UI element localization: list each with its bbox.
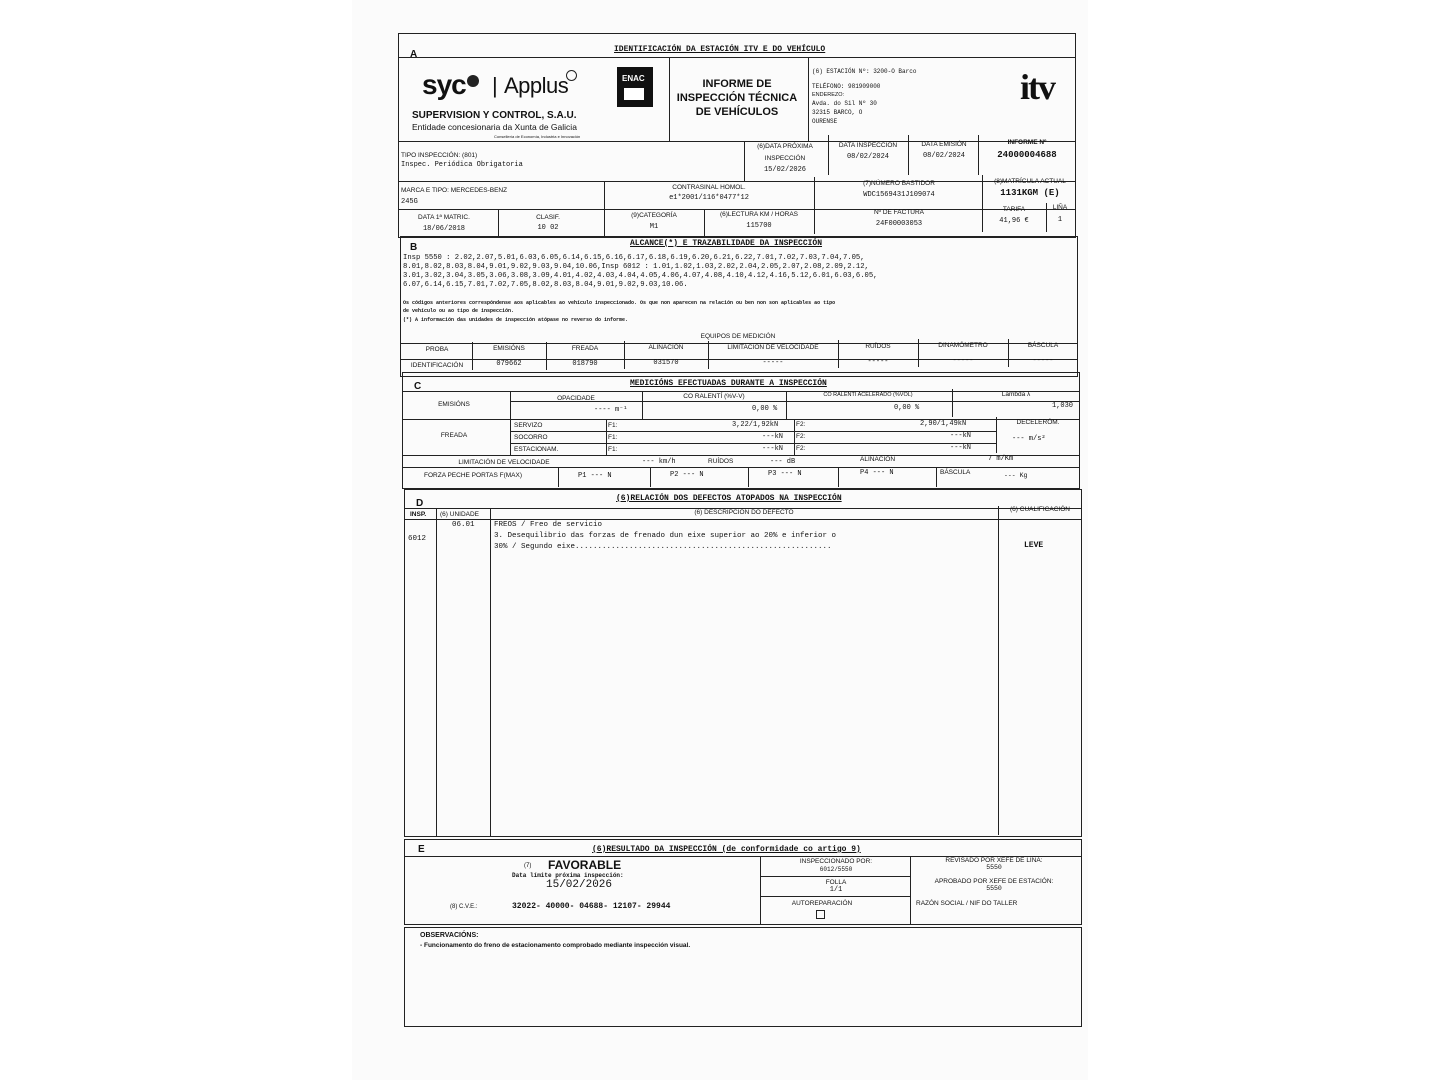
scope-note-3: (*) A información das unidades de inspección atópase no reverso do informe. bbox=[403, 317, 629, 323]
informe-value: 24000004688 bbox=[997, 150, 1057, 160]
km-label: (6)LECTURA KM / HORAS bbox=[719, 211, 798, 218]
forza-p4-value: P4 --- N bbox=[860, 469, 894, 477]
linea-label: LIÑA bbox=[1052, 204, 1068, 211]
proxima-label-2: INSPECCIÓN bbox=[764, 155, 806, 162]
opacidade-label: OPACIDADE bbox=[557, 395, 595, 402]
scope-codes-line-1: Insp 5550 : 2.02,2.07,5.01,6.03,6.05,6.14,6.15,6.16,6.17,6.18,6.19,6.20,6.21,6.22,7.01,7.02,7.03,7.04,7.05, bbox=[403, 254, 865, 262]
itv-inspection-report: A IDENTIFICACIÓN DA ESTACIÓN ITV E DO VEHÍCULO syc | Applus SUPERVISION Y CONTROL, S.A.U. Entidade concesionaria da Xunta de Galicia Consellería de Economía, Industria e Innovación ENAC INFORME DE INSPECCIÓN TÉCNICA DE VEHÍCULOS (6) ESTACIÓN Nº: 3200-O Barco TELÉFONO: 981909000 ENDEREZO: Avda. do Sil Nº 30 32315 BARCO, O OURENSE itv TIPO INSPECCIÓN: (801) Inspec. Periódica Obrigatoria (6)DATA PRÓXIMA INSPECCIÓN 15/02/2026 DATA INSPECCIÓN 08/02/2024 DATA EMISIÓN 08/02/2024 INFORME Nº 24000004688 MARCA E TIPO: MERCEDES-BENZ 245G CONTRASINAL HOMOL. e1*2001/116*0477*12 (7)NÚMERO BASTIDOR WDC1569431J109074 (8)MATRÍCULA ACTUAL 1131KGM (E) DATA 1ª MATRIC. 18/06/2018 CLASIF. 10 02 (9)CATEGORÍA M1 (6)LECTURA KM / HORAS 115700 Nº DE FACTURA 24F00003053 TARIFA 41,96 € LIÑA 1 B ALCANCE(*) E TRAZABILIDADE DA INSPECCIÓN Insp 5550 : 2.02,2.07,5.01,6.03,6.05,6.14,6.15,6.16,6.17,6.18,6.19,6.20,6.21,6.22,7.01,7.02,7.03,7.04,7.05, 8.01,8.02,8.03,8.04,9.01,9.02,9.03,9.04,10.06,Insp 6012 : 1.01,1.02,1.03,2.02,2.04,2.05,2.07,2.08,2.09,2.12, 3.01,3.02,3.04,3.05,3.06,3.08,3.09,4.01,4.02,4.03,4.04,4.05,4.06,4.07,4.08,4.10,4.12,4.16,5.12,6.01,6.03,6.05, 6.07,6.14,6.15,7.01,7.02,7.05,8.02,8.03,8.04,9.01,9.02,9.03,10.06. Os códigos anteriores correspóndense aos aplicables ao vehículo inspeccionado. Os que non aparecen na relación ou ben non son aplicables ao tipo de vehículo ou ao tipo de inspección. (*) A información das unidades de inspección atópase no reverso do informe. EQUIPOS DE MEDICIÓN PROBA EMISIÓNS FREADA ALIÑACIÓN LIMITACIÓN DE VELOCIDADE RUÍDOS DINAMÓMETRO BÁSCULA IDENTIFICACIÓN 079662 018790 031570 ----- ----- ----- ----- C MEDICIÓNS EFECTUADAS DURANTE A INSPECCIÓN EMISIÓNS OPACIDADE ---- m⁻¹ CO RALENTÍ (%V-V) 0,00 % CO RALENTÍ ACELERADO (%VOL) 0,00 % Lambda λ 1,030 FREADA SERVIZO SOCORRO ESTACIONAM. F1: F1: F1: 3,22/1,92kN ---kN ---kN F2: F2: F2: 2,90/1,49kN ---kN ---kN DECELERÓM. --- m/s² LIMITACIÓN DE VELOCIDADE --- km/h RUÍDOS --- dB ALIÑACIÓN 7 m/Km FORZA PECHE PORTAS F(MAX) P1 --- N P2 --- N P3 --- N P4 --- N BÁSCULA --- Kg D (6)RELACIÓN DOS DEFECTOS ATOPADOS NA INSPECCIÓN INSP. (6) UNIDADE (6) DESCRIPCIÓN DO DEFECTO (6) CUALIFICACIÓN 6012 06.01 FREOS / Freo de servicio 3. Desequilibrio das forzas de frenado dun eixe superior ao 20% e inferior o 30% / Segundo eixe......................................................... LEVE E (6)RESULTADO DA INSPECCIÓN (de conformidade co artigo 9) (7) FAVORABLE Data límite próxima inspección: 15/02/2026 (8) C.V.E.: 32022- 40000- 04688- 12107- 29944 INSPECCIONADO POR: 6012/5550 FOLLA 1/1 AUTOREPARACIÓN REVISADO POR XEFE DE LIÑA: 5550 APROBADO POR XEFE DE ESTACIÓN: 5550 RAZÓN SOCIAL / NIF DO TALLER OBSERVACIÓNS: - Funcionamento do freno de estacionamento comprobado mediante inspección visual. bbox=[398, 33, 1084, 1028]
equipos-title: EQUIPOS DE MEDICIÓN bbox=[700, 333, 776, 340]
equipos-header-4: LIMITACIÓN DE VELOCIDADE bbox=[727, 343, 819, 351]
cve-value: 32022- 40000- 04688- 12107- 29944 bbox=[512, 902, 671, 911]
equipos-header-0: PROBA bbox=[425, 346, 449, 353]
contrasinal-label: CONTRASINAL HOMOL. bbox=[672, 184, 746, 191]
estacionamento-f2-label: F2: bbox=[796, 445, 806, 452]
socorro-f2-value: ---kN bbox=[950, 432, 972, 440]
report-title-2: INSPECCIÓN TÉCNICA bbox=[676, 92, 798, 104]
inspeccionado-value: 6012/5550 bbox=[819, 866, 853, 873]
applus-logo-mark-icon bbox=[566, 70, 577, 81]
defect-line-2: 3. Desequilibrio das forzas de frenado dun eixe superior ao 20% e inferior o bbox=[494, 532, 837, 540]
scope-codes-line-2: 8.01,8.02,8.03,8.04,9.01,9.02,9.03,9.04,10.06,Insp 6012 : 1.01,1.02,1.03,2.02,2.04,2.05,2.07,2.08,2.09,2.12, bbox=[403, 263, 869, 271]
matricula-label: (8)MATRÍCULA ACTUAL bbox=[994, 178, 1066, 185]
col-unidade-header: (6) UNIDADE bbox=[440, 511, 480, 518]
km-value: 115700 bbox=[746, 222, 772, 230]
aprobado-value: 5550 bbox=[986, 885, 1002, 892]
equipos-header-3: ALIÑACIÓN bbox=[648, 344, 684, 352]
equipos-value-5: ----- bbox=[867, 358, 889, 366]
data-emision-value: 08/02/2024 bbox=[922, 152, 965, 160]
section-e-title: (6)RESULTADO DA INSPECCIÓN (de conformidade co artigo 9) bbox=[592, 845, 861, 854]
equipos-header-6: DINAMÓMETRO bbox=[938, 342, 988, 350]
result-value: FAVORABLE bbox=[548, 858, 622, 872]
matricula-value: 1131KGM (E) bbox=[1000, 188, 1060, 198]
estacionamento-label: ESTACIONAM. bbox=[514, 446, 559, 453]
aprobado-label: APROBADO POR XEFE DE ESTACIÓN: bbox=[934, 878, 1054, 885]
section-d bbox=[404, 489, 1082, 837]
co-ralenti-label: CO RALENTÍ (%V-V) bbox=[683, 393, 745, 400]
opacidade-value: ---- m⁻¹ bbox=[594, 406, 628, 414]
col-descripcion-header: (6) DESCRIPCIÓN DO DEFECTO bbox=[694, 509, 794, 516]
section-a-title: IDENTIFICACIÓN DA ESTACIÓN ITV E DO VEHÍCULO bbox=[614, 45, 826, 54]
limitacion-label: LIMITACIÓN DE VELOCIDADE bbox=[458, 459, 550, 466]
equipos-header-1: EMISIÓNS bbox=[493, 345, 525, 353]
observations-text: - Funcionamento do freno de estacionamento comprobado mediante inspección visual. bbox=[420, 942, 691, 949]
servizo-f2-label: F2: bbox=[796, 421, 806, 428]
section-c-title: MEDICIÓNS EFECTUADAS DURANTE A INSPECCIÓN bbox=[630, 379, 827, 388]
estacionamento-f1-label: F1: bbox=[608, 446, 618, 453]
tipo-inspeccion-label: TIPO INSPECCIÓN: (801) bbox=[401, 152, 478, 159]
report-title-1: INFORME DE bbox=[702, 78, 772, 90]
estacionamento-f1-value: ---kN bbox=[762, 445, 784, 453]
forza-p3-value: P3 --- N bbox=[768, 470, 802, 478]
address-label: ENDEREZO: bbox=[812, 92, 845, 98]
decelerometro-value: --- m/s² bbox=[1012, 435, 1046, 443]
bascula-value: --- Kg bbox=[1004, 472, 1028, 479]
equipos-header-2: FREADA bbox=[571, 344, 599, 352]
servizo-f2-value: 2,90/1,49kN bbox=[920, 420, 967, 428]
marca-label: MARCA E TIPO: MERCEDES-BENZ bbox=[401, 187, 508, 194]
equipos-row-label: IDENTIFICACIÓN bbox=[410, 362, 464, 369]
limit-value: 15/02/2026 bbox=[546, 879, 613, 891]
company-subtitle-2: Consellería de Economía, Industria e Innovación bbox=[494, 134, 581, 139]
cve-label: (8) C.V.E.: bbox=[450, 904, 478, 910]
revisado-value: 5550 bbox=[986, 864, 1002, 871]
folla-value: 1/1 bbox=[829, 886, 843, 894]
tipo-inspeccion-value: Inspec. Periódica Obrigatoria bbox=[401, 161, 523, 169]
station-line: (6) ESTACIÓN Nº: 3200-O Barco bbox=[812, 68, 917, 75]
marca-value: 245G bbox=[401, 198, 418, 206]
section-b-letter: B bbox=[410, 242, 418, 253]
section-b-title: ALCANCE(*) E TRAZABILIDADE DA INSPECCIÓN bbox=[630, 239, 823, 248]
defect-line-3: 30% / Segundo eixe......................................................... bbox=[494, 543, 832, 551]
section-e-letter: E bbox=[418, 844, 425, 855]
data-inspeccion-label: DATA INSPECCIÓN bbox=[838, 142, 898, 149]
section-c-letter: C bbox=[414, 381, 422, 392]
co-acelerado-label: CO RALENTÍ ACELERADO (%VOL) bbox=[823, 392, 913, 398]
data-matric-value: 18/06/2018 bbox=[422, 225, 465, 233]
factura-value: 24F00003053 bbox=[875, 220, 923, 228]
bastidor-value: WDC1569431J109074 bbox=[863, 191, 935, 199]
result-prefix: (7) bbox=[524, 863, 532, 869]
forza-p2-value: P2 --- N bbox=[670, 471, 704, 479]
enac-logo: ENAC bbox=[617, 67, 653, 107]
enac-badge-icon bbox=[624, 88, 644, 100]
limitacion-value: --- km/h bbox=[642, 458, 676, 466]
section-d-title: (6)RELACIÓN DOS DEFECTOS ATOPADOS NA INSPECCIÓN bbox=[616, 494, 842, 503]
revisado-label: REVISADO POR XEFE DE LIÑA: bbox=[945, 857, 1043, 864]
proxima-label-1: (6)DATA PRÓXIMA bbox=[757, 143, 813, 150]
servizo-f1-value: 3,22/1,92kN bbox=[732, 421, 779, 429]
categoria-value: M1 bbox=[649, 223, 659, 231]
estacionamento-f2-value: ---kN bbox=[950, 444, 972, 452]
company-name: SUPERVISION Y CONTROL, S.A.U. bbox=[412, 110, 577, 121]
observations-label: OBSERVACIÓNS: bbox=[420, 932, 479, 939]
freada-label: FREADA bbox=[440, 432, 468, 439]
phone-line: TELÉFONO: 981909000 bbox=[812, 83, 881, 90]
equipos-header-5: RUÍDOS bbox=[865, 343, 891, 350]
servizo-label: SERVIZO bbox=[514, 422, 543, 429]
scope-note-2: de vehículo ou ao tipo de inspección. bbox=[403, 308, 515, 314]
scope-codes-line-4: 6.07,6.14,6.15,7.01,7.02,7.05,8.02,8.03,8.04,9.01,9.02,9.03,10.06. bbox=[403, 281, 688, 289]
autoreparacion-checkbox[interactable] bbox=[816, 910, 825, 919]
col-cualificacion-header: (6) CUALIFICACIÓN bbox=[1010, 506, 1070, 513]
ruidos-value: --- dB bbox=[770, 458, 796, 466]
categoria-label: (9)CATEGORÍA bbox=[631, 212, 677, 219]
itv-logo: itv bbox=[1020, 67, 1054, 107]
report-title-3: DE VEHÍCULOS bbox=[695, 106, 779, 118]
emisions-label: EMISIÓNS bbox=[438, 401, 470, 408]
data-emision-label: DATA EMISIÓN bbox=[921, 141, 967, 148]
bascula-label: BÁSCULA bbox=[940, 469, 971, 476]
alinacion-value: 7 m/Km bbox=[988, 455, 1014, 463]
lambda-value: 1,030 bbox=[1052, 402, 1074, 410]
syc-logo-badge-icon bbox=[467, 75, 479, 87]
defect-insp: 6012 bbox=[408, 535, 427, 543]
equipos-value-3: 031570 bbox=[653, 359, 679, 368]
scope-codes-line-3: 3.01,3.02,3.04,3.05,3.06,3.08,3.09,4.01,4.02,4.03,4.04,4.05,4.06,4.07,4.08,4.10,4.12,4.16,5.12,6.01,6.03,6.05, bbox=[403, 272, 878, 280]
socorro-f1-label: F1: bbox=[608, 434, 618, 441]
tarifa-value: 41,96 € bbox=[999, 217, 1029, 225]
socorro-f1-value: ---kN bbox=[762, 433, 784, 441]
syc-logo: syc bbox=[422, 69, 466, 100]
socorro-label: SOCORRO bbox=[514, 434, 548, 441]
address-line-2: 32315 BARCO, O bbox=[812, 109, 863, 116]
defect-line-1: FREOS / Freo de servicio bbox=[494, 521, 603, 529]
contrasinal-value: e1*2001/116*0477*12 bbox=[669, 194, 749, 202]
data-matric-label: DATA 1ª MATRIC. bbox=[418, 214, 470, 221]
company-subtitle: Entidade concesionaria da Xunta de Galicia bbox=[412, 122, 577, 132]
linea-value: 1 bbox=[1057, 216, 1063, 224]
inspeccionado-label: INSPECCIONADO POR: bbox=[799, 858, 873, 865]
equipos-value-1: 079662 bbox=[496, 360, 522, 369]
folla-label: FOLLA bbox=[825, 879, 847, 886]
section-a-letter: A bbox=[410, 49, 418, 60]
autoreparacion-label: AUTOREPARACIÓN bbox=[791, 900, 853, 907]
decelerometro-label: DECELERÓM. bbox=[1016, 419, 1060, 426]
address-line-1: Avda. do Sil Nº 30 bbox=[812, 100, 877, 107]
address-line-3: OURENSE bbox=[812, 118, 838, 125]
scope-note-1: Os códigos anteriores correspóndense aos aplicables ao vehículo inspeccionado. Os que non aparecen na relación ou ben non son aplicables ao tipo bbox=[403, 300, 836, 306]
bastidor-label: (7)NÚMERO BASTIDOR bbox=[863, 180, 935, 187]
forza-p1-value: P1 --- N bbox=[578, 472, 612, 480]
defect-unidade: 06.01 bbox=[452, 521, 475, 529]
defect-cualificacion: LEVE bbox=[1024, 541, 1044, 550]
alinacion-label: ALIÑACIÓN bbox=[860, 456, 896, 463]
equipos-value-7: ----- bbox=[1032, 356, 1054, 365]
informe-label: INFORME Nº bbox=[1007, 139, 1047, 146]
clasif-label: CLASIF. bbox=[536, 214, 560, 221]
ruidos-label: RUÍDOS bbox=[708, 458, 734, 465]
applus-logo: Applus bbox=[504, 73, 569, 98]
equipos-value-2: 018790 bbox=[572, 359, 598, 368]
tarifa-label: TARIFA bbox=[1002, 206, 1026, 213]
proxima-value: 15/02/2026 bbox=[763, 166, 806, 174]
equipos-header-7: BÁSCULA bbox=[1027, 341, 1059, 349]
clasif-value: 10 02 bbox=[537, 224, 559, 232]
col-insp-header: INSP. bbox=[410, 511, 427, 518]
co-ralenti-value: 0,00 % bbox=[752, 405, 778, 413]
socorro-f2-label: F2: bbox=[796, 433, 806, 440]
equipos-value-6: ----- bbox=[952, 357, 974, 366]
factura-label: Nº DE FACTURA bbox=[873, 209, 925, 216]
razon-social-label: RAZÓN SOCIAL / NIF DO TALLER bbox=[916, 900, 1018, 907]
forza-peche-label: FORZA PECHE PORTAS F(MAX) bbox=[424, 472, 522, 479]
lambda-label: Lambda λ bbox=[1001, 391, 1031, 398]
data-inspeccion-value: 08/02/2024 bbox=[846, 153, 889, 161]
section-d-letter: D bbox=[416, 498, 424, 509]
limit-label: Data límite próxima inspección: bbox=[512, 872, 624, 879]
equipos-value-4: ----- bbox=[762, 358, 784, 367]
servizo-f1-label: F1: bbox=[608, 422, 618, 429]
co-acelerado-value: 0,00 % bbox=[894, 404, 920, 412]
